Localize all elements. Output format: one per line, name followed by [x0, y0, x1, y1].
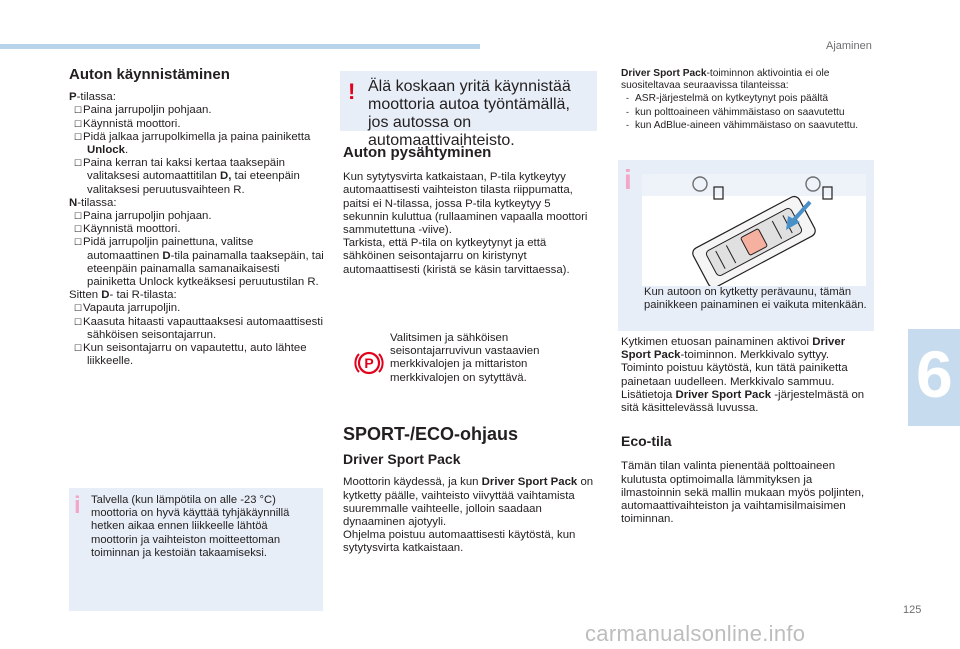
eco-text: Tämän tilan valinta pienentää polttoaineen kulutusta optimoimalla lämmityksen ja ilmastoinnin sekä mallin mukaan myös poljinten, automaattivaihteiston ja vaihtamisilmaisimen toiminnan. [621, 460, 865, 526]
activation-item: - ASR-järjestelmä on kytkeytynyt pois päältä [626, 93, 829, 105]
column-3 [621, 336, 873, 526]
watermark: carmanualsonline.info [585, 621, 806, 646]
dsp-text-2: Ohjelma poistuu automaattisesti käytöstä, kun sytytysvirta katkaistaan. [343, 529, 576, 555]
winter-info-box [69, 488, 323, 611]
sport-eco-section [343, 424, 597, 556]
dsp-title: Driver Sport Pack [343, 451, 461, 468]
start-instructions [69, 91, 327, 368]
selector-illustration [642, 174, 866, 286]
activation-item: - kun polttoaineen vähimmäistaso on saavutettu [626, 106, 845, 118]
parking-note [390, 332, 590, 385]
winter-info-text: Talvella (kun lämpötila on alle -23 °C) moottoria on hyvä käyttää tyhjäkäynnillä hetken aikaa ennen liikkeelle lähtöä moottorin ja vaihteiston moitteettoman toiminnan ja kestoiän takaamiseksi. [91, 494, 290, 559]
page-number: 125 [903, 604, 922, 616]
trailer-info-box [618, 160, 874, 331]
checkbox-icon: ☐ [74, 211, 83, 222]
dsp-body-1: Kytkimen etuosan painaminen aktivoi Driver Sport Pack-toiminnon. Merkkivalo syttyy. Toiminto poistuu käytöstä, kun tätä painiketta painetaan uudelleen. Merkkivalo sammuu. [621, 336, 848, 388]
trailer-info-text: Kun autoon on kytketty perävaunu, tämän painikkeen painaminen ei vaikuta mitenkään. [644, 286, 867, 311]
instruction-item: ☐Käynnistä moottori. [74, 223, 181, 236]
instruction-item: ☐Pidä jalkaa jarrupolkimella ja paina painiketta Unlock. [74, 130, 311, 157]
instruction-item: ☐Vapauta jarrupoljin. [74, 302, 181, 315]
info-icon: i [74, 492, 81, 519]
checkbox-icon: ☐ [74, 158, 83, 169]
svg-text:P: P [364, 355, 374, 371]
column-2 [343, 146, 597, 277]
dsp-text-1: Moottorin käydessä, ja kun Driver Sport Pack on kytketty päälle, vaihteisto viivyttää vaihtamista suuremmalle vaihteelle, jolloin saadaan dynaaminen ajotyyli. [343, 476, 594, 529]
checkbox-icon: ☐ [74, 316, 83, 327]
checkbox-icon: ☐ [74, 105, 83, 116]
column-1 [69, 68, 327, 368]
start-title: Auton käynnistäminen [69, 66, 230, 83]
checkbox-icon: ☐ [74, 118, 83, 129]
checkbox-icon: ☐ [74, 131, 83, 142]
warning-text: Älä koskaan yritä käynnistää moottoria autoa työntämällä, jos autossa on automaattivaihteisto. [368, 78, 571, 149]
checkbox-icon: ☐ [74, 303, 83, 314]
dsp-body-2: Lisätietoja Driver Sport Pack -järjestelmästä on sitä käsittelevässä luvussa. [621, 388, 865, 415]
sport-eco-title: SPORT-/ECO-ohjaus [343, 424, 519, 444]
stop-text-2: Tarkista, että P-tila on kytkeytynyt ja että sähköinen seisontajarru on kiristynyt automaattisesti (kiristä se käsin tarvittaessa). [343, 237, 570, 276]
checkbox-icon: ☐ [74, 224, 83, 235]
instruction-item: ☐Kaasuta hitaasti vapauttaaksesi automaattisesti sähköisen seisontajarrun. [74, 315, 323, 341]
mode-heading: N-tilassa: [69, 196, 117, 209]
instruction-item: ☐Paina jarrupoljin pohjaan. [74, 210, 212, 223]
activation-item: - kun AdBlue-aineen vähimmäistaso on saavutettu. [626, 119, 859, 131]
activation-note [621, 68, 871, 132]
warning-box [340, 71, 597, 149]
stop-text-1: Kun sytytysvirta katkaistaan, P-tila kytkeytyy automaattisesti vaihteiston tilasta riippumatta, paitsi ei N-tilassa, jossa P-tila kytkeytyy 5 sekunnin kuluttua (rullaaminen vapaalla moottori sammutettuna -viive). [343, 171, 588, 237]
mode-heading: P-tilassa: [69, 91, 116, 104]
eco-title: Eco-tila [621, 433, 672, 450]
instruction-item: ☐Pidä jarrupoljin painettuna, valitse automaattinen D-tila painamalla taaksepäin, tai eteenpäin painamalla samanaikaisesti painiketta Unlock kytkeäksesi peruutustilan R. [74, 236, 324, 289]
parking-brake-icon [354, 348, 384, 378]
parking-note-text: Valitsimen ja sähköisen seisontajarruvivun vastaavien merkkivalojen ja mittariston merkkivalojen on sytyttävä. [390, 332, 540, 384]
activation-intro: Driver Sport Pack-toiminnon aktivointia ei ole suositeltavaa seuraavissa tilanteissa: [621, 68, 830, 92]
section-header: Ajaminen [826, 40, 872, 52]
header-rule [0, 44, 480, 49]
mode-heading: Sitten D- tai R-tilasta: [69, 289, 177, 302]
instruction-item: ☐Paina kerran tai kaksi kertaa taaksepäin valitaksesi automaattitilan D, tai eteenpäin valitaksesi peruutusvaihteen R. [74, 157, 300, 196]
info-icon: i [624, 164, 632, 195]
warning-icon: ! [348, 79, 356, 104]
chapter-tab [908, 329, 960, 426]
checkbox-icon: ☐ [74, 237, 83, 248]
stop-title: Auton pysähtyminen [343, 144, 492, 161]
instruction-item: ☐Kun seisontajarru on vapautettu, auto lähtee liikkeelle. [74, 342, 307, 368]
instruction-item: ☐Paina jarrupoljin pohjaan. [74, 104, 212, 117]
checkbox-icon: ☐ [74, 343, 83, 354]
instruction-item: ☐Käynnistä moottori. [74, 117, 181, 130]
chapter-number: 6 [916, 337, 953, 411]
